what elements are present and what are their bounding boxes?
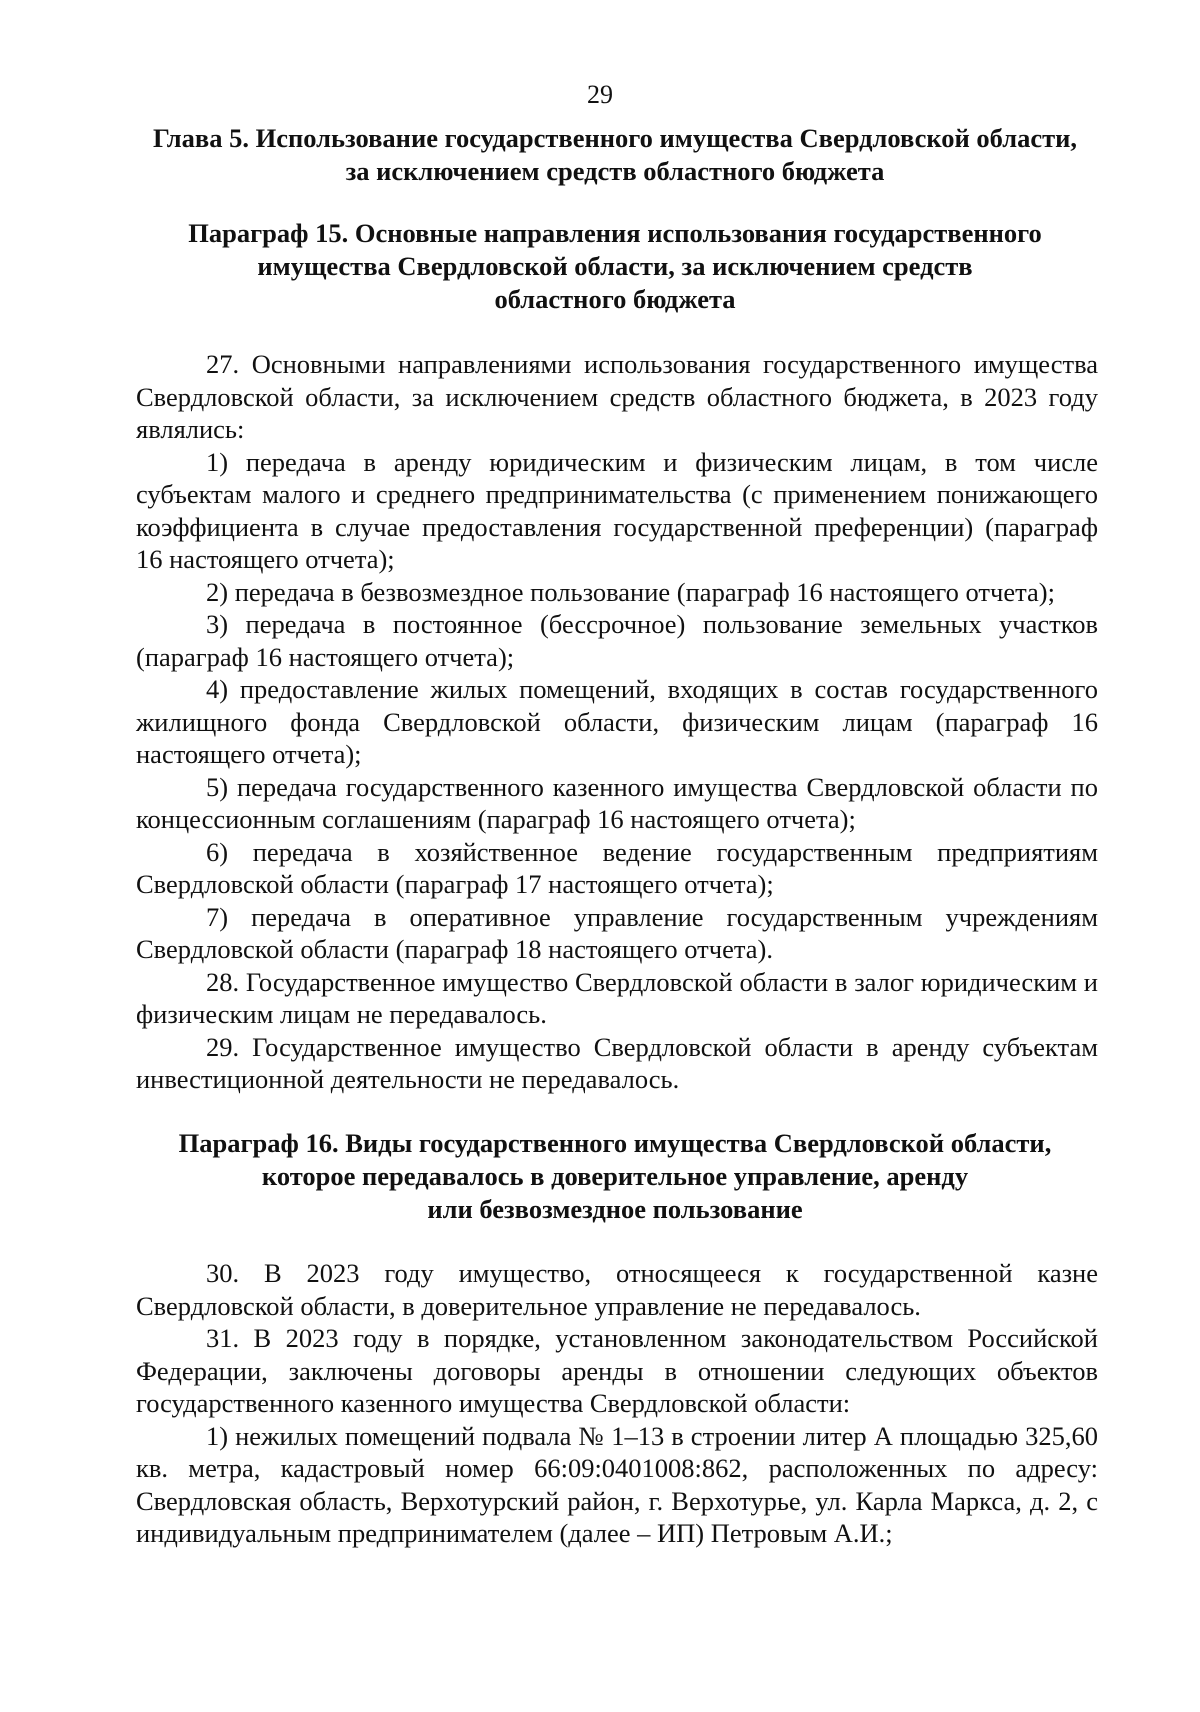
paragraph-16-heading-line: или безвозмездное пользование bbox=[427, 1194, 803, 1224]
chapter-heading bbox=[130, 122, 1100, 188]
list-item-3: 3) передача в постоянное (бессрочное) пользование земельных участков (параграф 16 настоящего отчета); bbox=[136, 609, 1098, 672]
clause-29: 29. Государственное имущество Свердловской области в аренду субъектам инвестиционной деятельности не передавалось. bbox=[136, 1031, 1098, 1094]
list-item-2: 2) передача в безвозмездное пользование (параграф 16 настоящего отчета); bbox=[206, 576, 1055, 607]
paragraph-16-heading-line: Параграф 16. Виды государственного имущества Свердловской области, bbox=[178, 1128, 1052, 1158]
paragraph-15-body bbox=[136, 348, 1098, 1096]
page-number: 29 bbox=[587, 80, 613, 109]
list-item-5: 5) передача государственного казенного имущества Свердловской области по концессионным соглашениям (параграф 16 настоящего отчета); bbox=[136, 771, 1098, 834]
clause-27: 27. Основными направлениями использования государственного имущества Свердловской области, за исключением средств областного бюджета, в 2023 году являлись: bbox=[136, 349, 1098, 444]
paragraph-16-heading-line: которое передавалось в доверительное управление, аренду bbox=[261, 1161, 969, 1191]
clause-31: 31. В 2023 году в порядке, установленном законодательством Российской Федерации, заключены договоры аренды в отношении следующих объектов государственного казенного имущества Свердловской области: bbox=[136, 1323, 1098, 1418]
paragraph-15-heading-line: Параграф 15. Основные направления использования государственного bbox=[188, 218, 1042, 248]
list-item-7: 7) передача в оперативное управление государственным учреждениям Свердловской области (параграф 18 настоящего отчета). bbox=[136, 901, 1098, 964]
paragraph-16-body bbox=[136, 1257, 1098, 1550]
list-item-4: 4) предоставление жилых помещений, входящих в состав государственного жилищного фонда Свердловской области, физическим лицам (параграф 16 настоящего отчета); bbox=[136, 674, 1098, 769]
chapter-heading-line: за исключением средств областного бюджета bbox=[345, 156, 885, 186]
clause-30: 30. В 2023 году имущество, относящееся к государственной казне Свердловской области, в доверительное управление не передавалось. bbox=[136, 1258, 1098, 1321]
paragraph-15-heading bbox=[130, 217, 1100, 316]
list-item-1: 1) передача в аренду юридическим и физическим лицам, в том числе субъектам малого и среднего предпринимательства (с применением понижающего коэффициента в случае предоставления государственной преференции) (параграф 16 настоящего отчета); bbox=[136, 446, 1098, 574]
paragraph-15-heading-line: имущества Свердловской области, за исключением средств bbox=[257, 251, 973, 281]
list-item-6: 6) передача в хозяйственное ведение государственным предприятиям Свердловской области (параграф 17 настоящего отчета); bbox=[136, 836, 1098, 899]
list-item-1: 1) нежилых помещений подвала № 1–13 в строении литер А площадью 325,60 кв. метра, кадастровый номер 66:09:0401008:862, расположенных по адресу: Свердловская область, Верхотурский район, г. Верхотурье, ул. Карла Маркса, д. 2, с индивидуальным предпринимателем (далее – ИП) Петровым А.И.; bbox=[136, 1420, 1098, 1548]
clause-28: 28. Государственное имущество Свердловской области в залог юридическим и физическим лицам не передавалось. bbox=[136, 966, 1098, 1029]
paragraph-15-heading-line: областного бюджета bbox=[494, 284, 736, 314]
chapter-heading-line: Глава 5. Использование государственного имущества Свердловской области, bbox=[152, 123, 1078, 153]
paragraph-16-heading bbox=[130, 1127, 1100, 1226]
